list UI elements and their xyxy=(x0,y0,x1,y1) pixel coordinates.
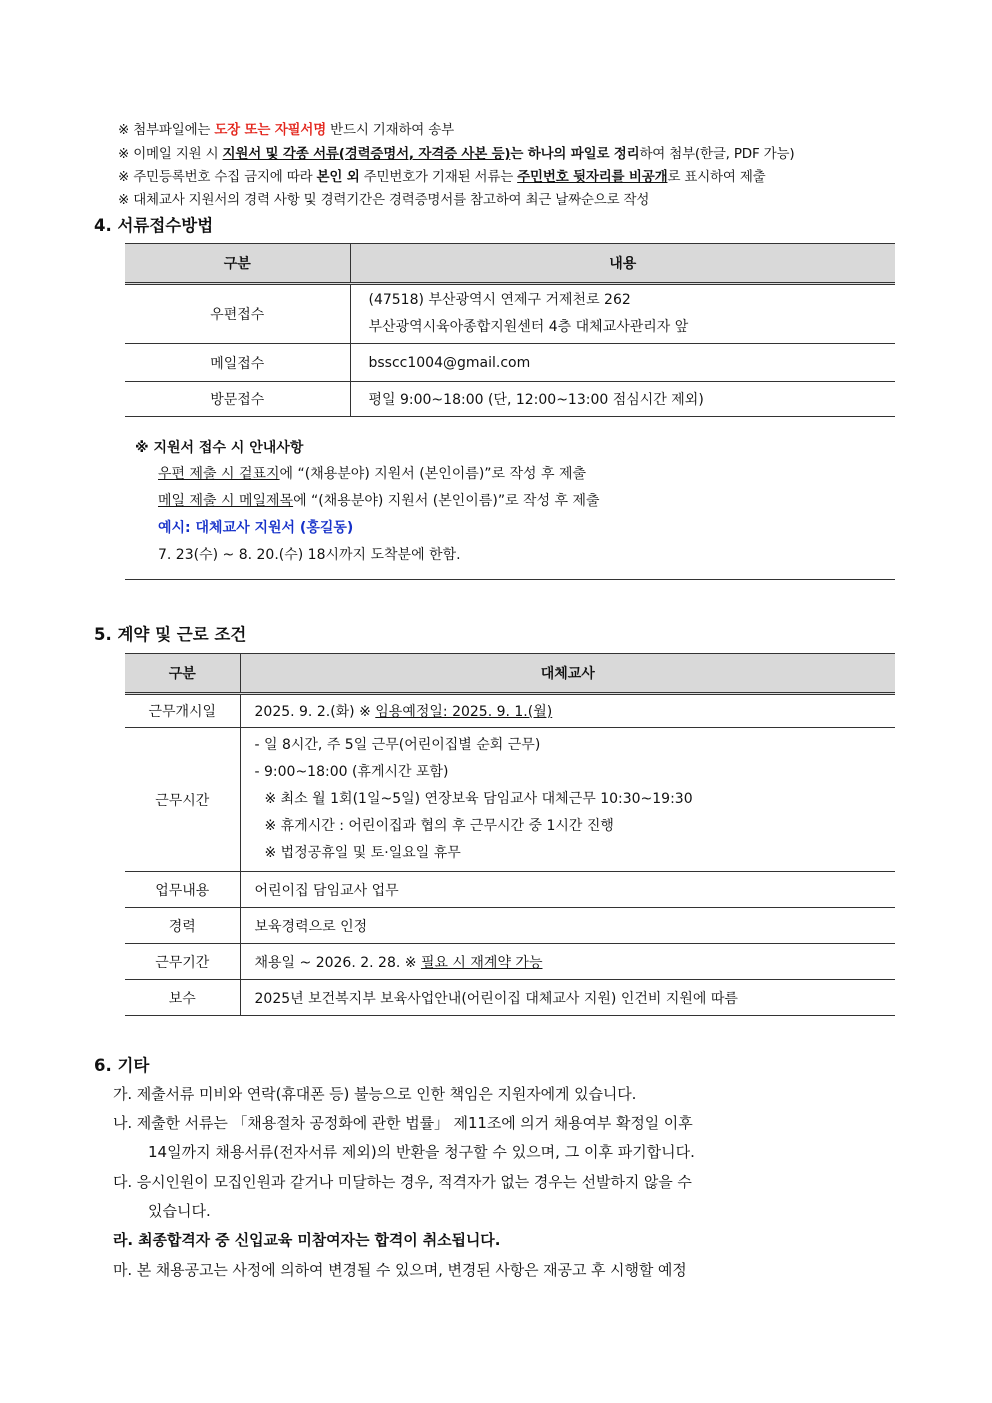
appointment-date: 임용예정일: 2025. 9. 1.(월) xyxy=(375,704,553,720)
etc-item-na-cont: 14일까지 채용서류(전자서류 제외)의 반환을 청구할 수 있으며, 그 이후 파기합니다. xyxy=(148,1143,695,1161)
submission-table xyxy=(125,243,895,417)
table-header: 구분 xyxy=(125,654,240,694)
note-bold-underline: 지원서 및 각종 서류(경력증명서, 자격증 사본 등) xyxy=(222,146,511,162)
email-address: bsscc1004@gmail.com xyxy=(350,344,895,382)
note-email xyxy=(118,142,794,162)
table-row xyxy=(125,728,895,872)
table-header-row xyxy=(125,244,895,284)
guide-text: 에 “(채용분야) 지원서 (본인이름)”로 작성 후 제출 xyxy=(279,466,587,482)
etc-item-ga: 가. 제출서류 미비와 연락(휴대폰 등) 불능으로 인한 책임은 지원자에게 있습니다. xyxy=(113,1085,637,1103)
section5-title: 5. 계약 및 근로 조건 xyxy=(94,625,247,644)
table-row xyxy=(125,872,895,908)
guide-example: 예시: 대체교사 지원서 (홍길동) xyxy=(158,520,354,536)
period-note: 필요 시 재계약 가능 xyxy=(420,954,543,971)
table-row xyxy=(125,980,895,1016)
etc-item-da-cont: 있습니다. xyxy=(148,1202,211,1220)
row-label: 우편접수 xyxy=(125,284,350,344)
section6-title: 6. 기타 xyxy=(94,1056,150,1075)
table-row xyxy=(125,382,895,417)
guide-deadline: 7. 23(수) ~ 8. 20.(수) 18시까지 도착분에 한함. xyxy=(158,547,461,563)
guide-mail xyxy=(158,490,600,510)
table-row xyxy=(125,344,895,382)
note-text: ※ 이메일 지원 시 xyxy=(118,146,223,162)
etc-item-na: 나. 제출한 서류는 「채용절차 공정화에 관한 법률」 제11조에 의거 채용여부 확정일 이후 xyxy=(113,1114,693,1132)
table-header: 내용 xyxy=(350,244,895,284)
row-value: 보육경력으로 인정 xyxy=(240,908,895,944)
table-header: 구분 xyxy=(125,244,350,284)
table-row xyxy=(125,694,895,728)
table-row xyxy=(125,908,895,944)
section4-title: 4. 서류접수방법 xyxy=(94,216,214,235)
note-text: 하여 첨부(한글, PDF 가능) xyxy=(639,146,795,162)
table-header-row xyxy=(125,654,895,694)
row-label: 경력 xyxy=(125,908,240,944)
guide-underline: 메일 제출 시 메일제목 xyxy=(158,493,294,509)
hours-note: ※ 법정공휴일 및 토·일요일 휴무 xyxy=(264,845,461,861)
row-value xyxy=(350,284,895,344)
table-row xyxy=(125,284,895,344)
guide-text: 에 “(채용분야) 지원서 (본인이름)”로 작성 후 제출 xyxy=(293,493,600,509)
row-value: 어린이집 담임교사 업무 xyxy=(240,872,895,908)
row-label: 보수 xyxy=(125,980,240,1016)
row-value: 2025년 보건복지부 보육사업안내(어린이집 대체교사 지원) 인건비 지원에 따름 xyxy=(240,980,895,1016)
note-text: 주민번호가 기재된 서류는 xyxy=(359,169,518,185)
address-line: (47518) 부산광역시 연제구 거제천로 262 xyxy=(368,292,631,308)
note-bold: 하나의 파일로 정리 xyxy=(527,146,640,162)
note-bold-underline: 주민번호 뒷자리를 비공개 xyxy=(517,169,668,185)
row-value: 평일 9:00~18:00 (단, 12:00~13:00 점심시간 제외) xyxy=(350,382,895,417)
hours-line: - 일 8시간, 주 5일 근무(어린이집별 순회 근무) xyxy=(254,737,541,753)
note-text: ※ 첨부파일에는 xyxy=(118,122,215,138)
row-label: 메일접수 xyxy=(125,344,350,382)
hours-note: ※ 최소 월 1회(1일~5일) 연장보육 담임교사 대체근무 10:30~19:30 xyxy=(264,791,693,807)
note-highlight: 도장 또는 자필서명 xyxy=(214,122,327,138)
note-text: 로 표시하여 제출 xyxy=(667,169,766,185)
note-signature xyxy=(118,118,454,138)
address-line: 부산광역시육아종합지원센터 4층 대체교사관리자 앞 xyxy=(368,319,689,335)
note-career: ※ 대체교사 지원서의 경력 사항 및 경력기간은 경력증명서를 참고하여 최근 날짜순으로 작성 xyxy=(118,192,650,208)
guide-underline: 우편 제출 시 겉표지 xyxy=(158,466,280,482)
row-label: 업무내용 xyxy=(125,872,240,908)
etc-item-ra: 라. 최종합격자 중 신입교육 미참여자는 합격이 취소됩니다. xyxy=(113,1231,501,1249)
guide-post xyxy=(158,463,586,483)
row-label: 근무시간 xyxy=(125,728,240,872)
start-date: 2025. 9. 2.(화) ※ xyxy=(254,704,376,720)
row-value xyxy=(240,728,895,872)
row-value xyxy=(240,694,895,728)
etc-item-da: 다. 응시인원이 모집인원과 같거나 미달하는 경우, 적격자가 없는 경우는 선발하지 않을 수 xyxy=(113,1173,692,1191)
table-header: 대체교사 xyxy=(240,654,895,694)
hours-line: - 9:00~18:00 (휴게시간 포함) xyxy=(254,764,449,780)
row-label: 방문접수 xyxy=(125,382,350,417)
period-text: 채용일 ~ 2026. 2. 28. ※ xyxy=(254,954,421,971)
row-label: 근무기간 xyxy=(125,944,240,980)
note-bold: 본인 외 xyxy=(316,169,360,185)
row-label: 근무개시일 xyxy=(125,694,240,728)
etc-item-ma: 마. 본 채용공고는 사정에 의하여 변경될 수 있으며, 변경된 사항은 재공고 후 시행할 예정 xyxy=(113,1261,687,1279)
submission-guide xyxy=(125,433,895,580)
hours-note: ※ 휴게시간 : 어린이집과 협의 후 근무시간 중 1시간 진행 xyxy=(264,818,614,834)
note-text: 반드시 기재하여 송부 xyxy=(326,122,454,138)
guide-title: ※ 지원서 접수 시 안내사항 xyxy=(135,440,304,456)
note-text: 는 xyxy=(510,146,528,162)
row-value xyxy=(240,944,895,980)
table-row xyxy=(125,944,895,980)
conditions-table xyxy=(125,653,895,1016)
note-text: ※ 주민등록번호 수집 금지에 따라 xyxy=(118,169,317,185)
note-resident-number xyxy=(118,165,766,185)
